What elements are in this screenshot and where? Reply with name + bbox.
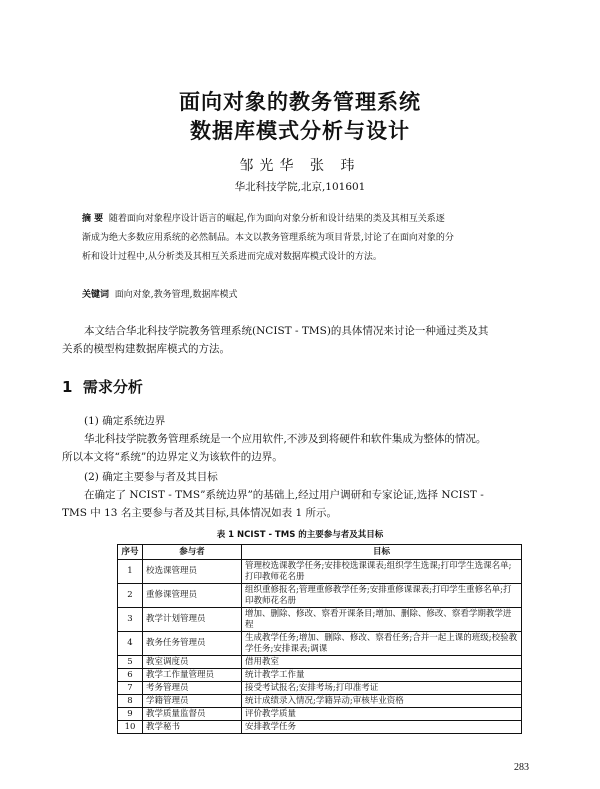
sub2-heading: (2) 确定主要参与者及其目标 — [84, 471, 218, 483]
row-no: 3 — [118, 608, 143, 632]
title-line-2: 数据库模式分析与设计 — [190, 119, 410, 143]
abstract-line-3: 析和设计过程中,从分析类及其相互关系进而完成对数据库模式设计的方法。 — [82, 252, 382, 262]
sub1-heading: (1) 确定系统边界 — [84, 415, 166, 427]
sub1-line-1: 华北科技学院教务管理系统是一个应用软件,不涉及到将硬件和软件集成为整体的情况。 — [84, 433, 487, 445]
row-no: 5 — [118, 656, 143, 669]
affiliation: 华北科技学院,北京,101601 — [234, 181, 366, 193]
title-line-1: 面向对象的教务管理系统 — [179, 90, 421, 114]
section-title: 需求分析 — [82, 378, 143, 396]
sub1-line-2: 所以本文将“系统”的边界定义为该软件的边界。 — [62, 451, 283, 463]
sub2-line-2: TMS 中 13 名主要参与者及其目标,具体情况如表 1 所示。 — [62, 507, 338, 519]
row-goal: 增加、删除、修改、察看开课条目;增加、删除、修改、察看学期教学进程 — [242, 608, 522, 632]
row-goal: 安排教学任务 — [242, 721, 522, 734]
table-header-row — [118, 545, 522, 560]
row-no: 2 — [118, 584, 143, 608]
intro-paragraph — [62, 322, 552, 358]
intro-line-1: 本文结合华北科技学院教务管理系统(NCIST - TMS)的具体情况来讨论一种通过类及其 — [84, 325, 489, 337]
row-actor: 校选课管理员 — [143, 560, 242, 584]
row-goal: 生成教学任务;增加、删除、修改、察看任务;合并一起上课的班级;校验教学任务;安排课表;调课 — [242, 632, 522, 656]
intro-line-2: 关系的模型构建数据库模式的方法。 — [62, 343, 230, 355]
page-number: 283 — [514, 762, 529, 773]
row-no: 6 — [118, 669, 143, 682]
table-row — [118, 682, 522, 695]
abstract-line-2: 渐成为绝大多数应用系统的必然制品。本文以教务管理系统为项目背景,讨论了在面向对象的分 — [82, 233, 454, 243]
row-goal: 借用教室 — [242, 656, 522, 669]
row-actor: 重修课管理员 — [143, 584, 242, 608]
table-caption: 表 1 NCIST - TMS 的主要参与者及其目标 — [216, 530, 384, 540]
row-goal: 组织重修报名;管理重修教学任务;安排重修课课表;打印学生重修名单;打印教师花名册 — [242, 584, 522, 608]
row-no: 1 — [118, 560, 143, 584]
authors: 邹光华 张 玮 — [239, 158, 361, 174]
keywords-text: 面向对象,教务管理,数据库模式 — [114, 290, 238, 300]
row-actor: 学籍管理员 — [143, 695, 242, 708]
row-no: 4 — [118, 632, 143, 656]
subsection-1 — [62, 412, 552, 466]
header-no: 序号 — [118, 545, 143, 560]
row-no: 9 — [118, 708, 143, 721]
row-goal: 评价教学质量 — [242, 708, 522, 721]
abstract-line-1: 随着面向对象程序设计语言的崛起,作为面向对象分析和设计结果的类及其相互关系逐 — [108, 214, 445, 224]
row-actor: 教学计划管理员 — [143, 608, 242, 632]
row-no: 10 — [118, 721, 143, 734]
keywords — [82, 286, 532, 305]
table-row — [118, 656, 522, 669]
table-row — [118, 695, 522, 708]
keywords-label: 关键词 — [82, 290, 110, 300]
table-row — [118, 669, 522, 682]
abstract — [82, 210, 532, 267]
table-row — [118, 632, 522, 656]
table-row — [118, 584, 522, 608]
abstract-label: 摘 要 — [82, 214, 104, 224]
sub2-line-1: 在确定了 NCIST - TMS”系统边界”的基础上,经过用户调研和专家论证,选择 NCIST - — [84, 489, 484, 501]
row-actor: 教务任务管理员 — [143, 632, 242, 656]
header-goal: 目标 — [242, 545, 522, 560]
subsection-2 — [62, 468, 552, 522]
table-row — [118, 560, 522, 584]
row-actor: 教学质量监督员 — [143, 708, 242, 721]
row-goal: 统计教学工作量 — [242, 669, 522, 682]
row-actor: 教学工作量管理员 — [143, 669, 242, 682]
section-number: 1 — [62, 378, 73, 396]
table-row — [118, 708, 522, 721]
row-goal: 管理校选课教学任务;安排校选课课表;组织学生选课;打印学生选课名单;打印教师花名册 — [242, 560, 522, 584]
table-row — [118, 721, 522, 734]
row-goal: 统计成绩录入情况;学籍异动;审核毕业资格 — [242, 695, 522, 708]
header-actor: 参与者 — [143, 545, 242, 560]
row-actor: 考务管理员 — [143, 682, 242, 695]
row-no: 7 — [118, 682, 143, 695]
row-goal: 接受考试报名;安排考场;打印准考证 — [242, 682, 522, 695]
row-no: 8 — [118, 695, 143, 708]
table-row — [118, 608, 522, 632]
row-actor: 教室调度员 — [143, 656, 242, 669]
section-heading — [62, 376, 143, 397]
row-actor: 教学秘书 — [143, 721, 242, 734]
participants-table — [117, 544, 522, 734]
